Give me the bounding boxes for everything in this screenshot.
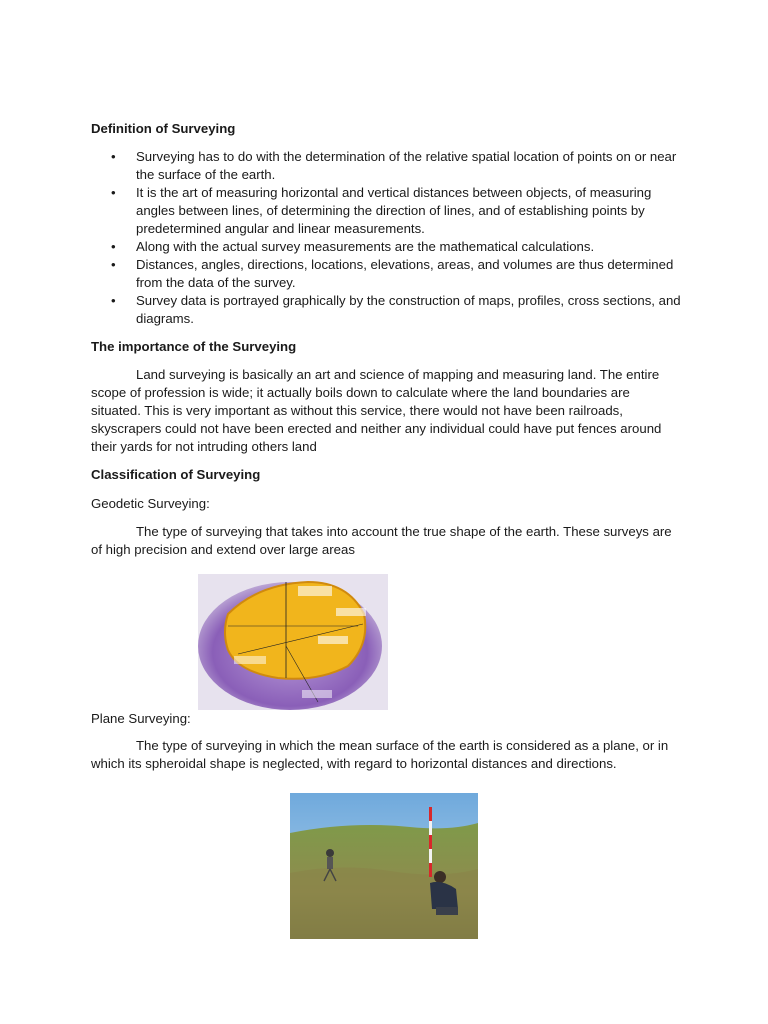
document-body	[91, 120, 681, 484]
bullet-text: It is the art of measuring horizontal and vertical distances between objects, of measuring angles between lines, of determining the direction of lines, and of establishing points by predetermined angular and linear measurements.	[136, 185, 652, 236]
subheading-geodetic: Geodetic Surveying:	[91, 496, 210, 511]
bullet-text: Along with the actual survey measurements are the mathematical calculations.	[136, 239, 595, 254]
definition-bullet-list	[91, 148, 681, 328]
label-box	[336, 608, 366, 616]
heading-importance: The importance of the Surveying	[91, 339, 297, 354]
bullet-icon: •	[111, 293, 116, 308]
bullet-icon: •	[111, 257, 116, 272]
field-survey-illustration	[290, 793, 478, 939]
bullet-icon: •	[111, 239, 116, 254]
bullet-icon: •	[111, 185, 116, 200]
label-box	[318, 636, 348, 644]
bullet-text: Survey data is portrayed graphically by the construction of maps, profiles, cross sections, and diagrams.	[136, 293, 681, 326]
subheading-plane: Plane Surveying:	[91, 711, 191, 726]
label-box	[234, 656, 266, 664]
bullet-icon: •	[111, 149, 116, 164]
earth-section-illustration	[198, 574, 388, 710]
geodetic-earth-diagram	[198, 574, 388, 710]
bullet-text: Distances, angles, directions, locations, elevations, areas, and volumes are thus determined from the data of the survey.	[136, 257, 674, 290]
list-item	[91, 238, 681, 256]
list-item	[91, 256, 681, 292]
paragraph-plane: The type of surveying in which the mean surface of the earth is considered as a plane, or in which its spheroidal shape is neglected, with regard to horizontal distances and directions.	[91, 738, 669, 771]
plane-surveying-photo	[290, 793, 478, 939]
label-box	[298, 586, 332, 596]
list-item	[91, 184, 681, 238]
range-pole	[429, 807, 432, 877]
paragraph-importance: Land surveying is basically an art and science of mapping and measuring land. The entire scope of profession is wide; it actually boils down to calculate where the land boundaries are situated. This is very important as without this service, there would not have been railroads, skyscrapers could not have been erected and neither any individual could have put fences around their yards for not intruding others land	[91, 367, 662, 454]
bullet-text: Surveying has to do with the determination of the relative spatial location of points on or near the surface of the earth.	[136, 149, 677, 182]
label-box	[302, 690, 332, 698]
heading-definition: Definition of Surveying	[91, 121, 236, 136]
list-item	[91, 292, 681, 328]
paragraph-geodetic: The type of surveying that takes into account the true shape of the earth. These surveys are of high precision and extend over large areas	[91, 524, 672, 557]
heading-classification: Classification of Surveying	[91, 467, 261, 482]
list-item	[91, 148, 681, 184]
